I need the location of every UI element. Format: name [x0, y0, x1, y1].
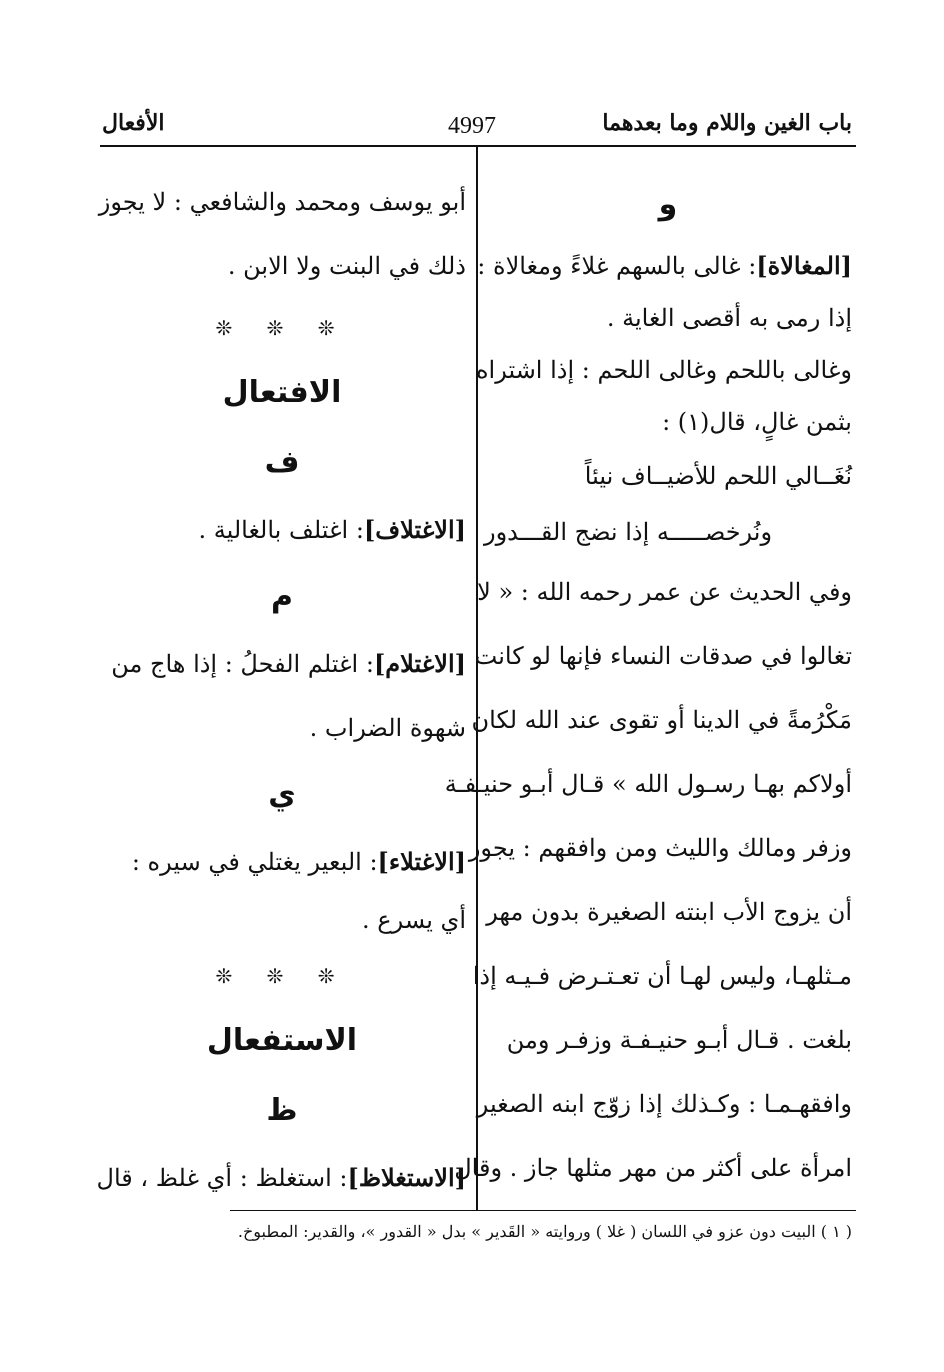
entry-istighlaz — [98, 1146, 466, 1210]
section-separator: ❊ ❊ ❊ — [215, 316, 349, 340]
footnote-rule — [230, 1210, 856, 1211]
text-line: وافقهـمـا : وكـذلك إذا زوّج ابنه الصغير — [476, 1090, 852, 1118]
text-line: شهوة الضراب . — [309, 714, 466, 742]
running-header-section: الأفعال — [102, 110, 165, 136]
letter-heading-fa: ف — [264, 445, 300, 480]
text-line: بلغت . قـال أبـو حنيـفـة وزفـر ومن — [506, 1026, 852, 1054]
letter-heading-ya: ي — [268, 777, 296, 812]
text-line: أي يسرع . — [362, 906, 466, 934]
page-number: 4997 — [448, 113, 496, 139]
entry-keyword: [الاغتلام] — [373, 649, 466, 678]
entry-keyword: [الاستغلاظ] — [347, 1163, 466, 1192]
text-line: وغالى باللحم وغالى اللحم : إذا اشتراه — [475, 356, 852, 384]
letter-heading-za: ظ — [266, 1093, 298, 1128]
entry-mughalah — [477, 240, 852, 292]
entry-ightilam — [98, 632, 466, 696]
text-line: أبو يوسف ومحمد والشافعي : لا يجوز — [98, 188, 466, 216]
section-separator: ❊ ❊ ❊ — [215, 964, 349, 988]
text-line: أن يزوج الأب ابنته الصغيرة بدون مهر — [486, 898, 852, 926]
text-line: وفي الحديث عن عمر رحمه الله : « لا — [477, 578, 852, 606]
text-line: إذا رمى به أقصى الغاية . — [606, 304, 852, 332]
left-column — [98, 170, 466, 1210]
right-column — [444, 170, 852, 1200]
footnote: ( ١ ) البيت دون عزو في اللسان ( غلا ) وروايته « القَدير » بدل « القدور »، والقدير: المطبوخ. — [237, 1222, 852, 1241]
header-rule — [100, 145, 856, 147]
entry-text: : استغلظ : أي غلظ ، قال — [96, 1164, 348, 1192]
letter-heading-waw: و — [658, 187, 678, 222]
text-line: أولاكم بهـا رسـول الله » قـال أبـو حنيـفـة — [444, 770, 852, 798]
entry-text: : اغتلم الفحلُ : إذا هاج من — [111, 650, 374, 678]
entry-keyword: [الاغتلاء] — [377, 847, 466, 876]
section-heading-istifal: الاستفعال — [206, 1023, 358, 1058]
entry-ightilaf — [98, 498, 466, 562]
text-line: بثمن غالٍ، قال(١) : — [662, 408, 852, 436]
text-line: مـثلهـا، وليس لهـا أن تعـتـرض فـيـه إذا — [472, 962, 852, 990]
entry-text: : اغتلف بالغالية . — [198, 516, 364, 544]
entry-keyword: [الاغتلاف] — [363, 515, 466, 544]
letter-heading-mim: م — [271, 579, 293, 614]
entry-text: : البعير يغتلي في سيره : — [131, 848, 378, 876]
verse-hemistich-1: نُغَــالي اللحم للأضيــاف نيئاً — [584, 462, 852, 490]
text-line: وزفر ومالك والليث ومن وافقهم : يجوز — [468, 834, 852, 862]
text-line: مَكْرُمةً في الدينا أو تقوى عند الله لكان — [471, 706, 852, 734]
section-heading-iftial: الافتعال — [222, 375, 342, 410]
entry-ightila — [98, 830, 466, 894]
entry-keyword: [المغالاة] — [756, 251, 852, 280]
text-line: ذلك في البنت ولا الابن . — [227, 252, 466, 280]
running-header-chapter: باب الغين واللام وما بعدهما — [602, 110, 852, 136]
text-line: امرأة على أكثر من مهر مثلها جاز . وقال — [454, 1154, 852, 1182]
verse-hemistich-2: ونُرخصـــــه إذا نضج القـــدور — [484, 518, 773, 546]
entry-text: : غالى بالسهم غلاءً ومغالاة : — [477, 252, 757, 280]
text-line: تغالوا في صدقات النساء فإنها لو كانت — [474, 642, 852, 670]
